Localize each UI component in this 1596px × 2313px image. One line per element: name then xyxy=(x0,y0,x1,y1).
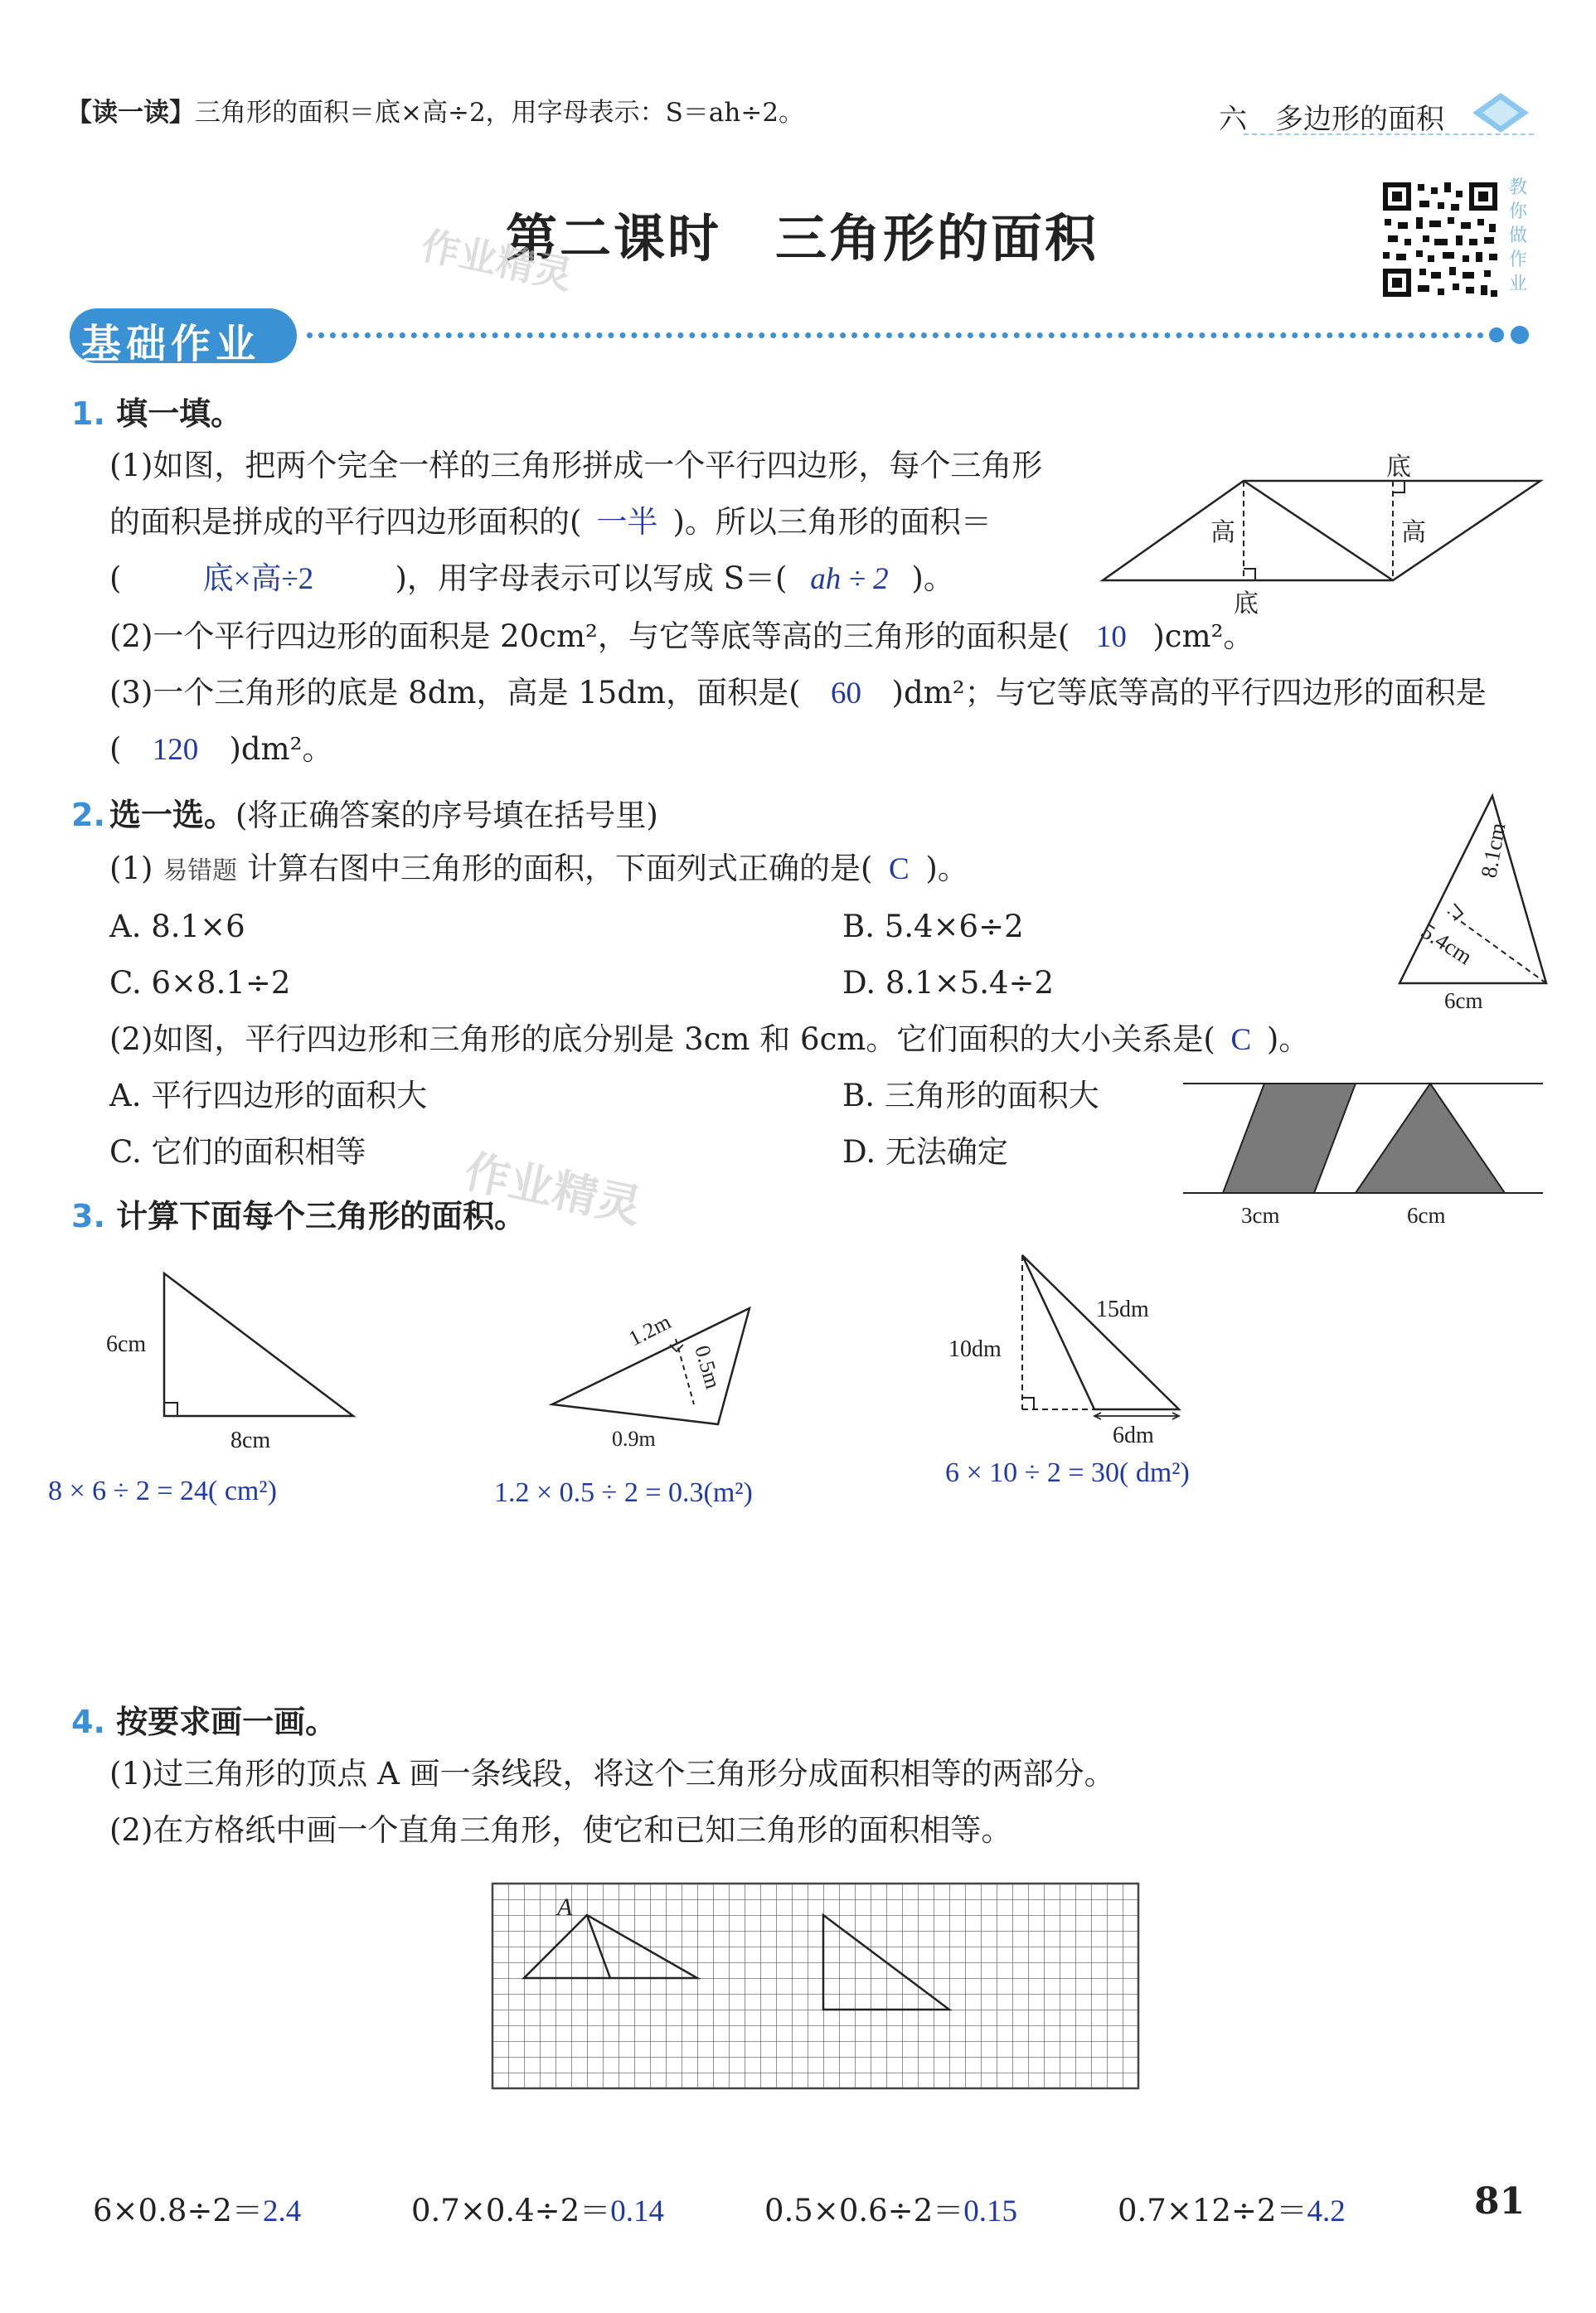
q1-p1-text-a: 的面积是拼成的平行四边形面积的( xyxy=(109,504,582,540)
qr-code[interactable] xyxy=(1380,179,1501,300)
q3-heading xyxy=(71,1190,526,1236)
parallelogram-figure xyxy=(1086,448,1550,622)
watermark-top: 作业精灵 xyxy=(417,222,576,298)
q2-s1-answer[interactable]: C xyxy=(889,852,910,886)
q2-s2-option-d[interactable]: D. 无法确定 xyxy=(842,1134,1008,1170)
q4-p2: (2)在方格纸中画一个直角三角形，使它和已知三角形的面积相等。 xyxy=(109,1812,1012,1848)
q2-s1-option-a[interactable]: A. 8.1×6 xyxy=(109,909,245,944)
t3-base: 6dm xyxy=(1113,1423,1154,1448)
tip-label: 【读一读】 xyxy=(66,98,195,128)
q2-number: 2. xyxy=(71,797,105,833)
section-rule-dot xyxy=(1489,327,1504,342)
q2-heading xyxy=(71,789,658,835)
fig-base-bottom: 底 xyxy=(1234,590,1259,618)
chapter-label: 六 多边形的面积 xyxy=(1219,103,1444,136)
q4-heading xyxy=(71,1696,337,1742)
footer-item-4 xyxy=(1118,2185,1346,2230)
fig-height-5-4: 5.4cm xyxy=(1416,918,1477,970)
q1-p2-text-b: )cm²。 xyxy=(1152,618,1254,654)
q1-p2-text-a: (2)一个平行四边形的面积是 20cm²，与它等底等高的三角形的面积是( xyxy=(109,618,1070,654)
q1-title: 填一填。 xyxy=(116,395,243,432)
page-number: 81 xyxy=(1474,2180,1526,2223)
reading-tip xyxy=(66,98,804,128)
header-divider xyxy=(1244,133,1534,135)
footer-item-2 xyxy=(411,2185,664,2230)
q2-s1-end: )。 xyxy=(925,851,968,886)
q1-p1-text-b: )。所以三角形的面积＝ xyxy=(672,504,992,540)
q1-p3-text-d: )dm²。 xyxy=(229,731,333,767)
q1-answer-60[interactable]: 60 xyxy=(831,676,862,710)
t2-side: 1.2m xyxy=(624,1309,675,1351)
fig-triangle-base: 6cm xyxy=(1407,1203,1446,1228)
q1-p3-text-a: (3)一个三角形的底是 8dm，高是 15dm，面积是( xyxy=(109,675,801,710)
q1-p1-line2 xyxy=(109,504,992,541)
t1-base: 8cm xyxy=(230,1428,271,1453)
q2-s2 xyxy=(109,1021,1309,1059)
q2-s2-option-c[interactable]: C. 它们的面积相等 xyxy=(109,1134,366,1170)
diamond-icon xyxy=(1467,90,1534,136)
t1-answer[interactable]: 8 × 6 ÷ 2 = 24( cm²) xyxy=(48,1476,277,1506)
q2-shapes-figure xyxy=(1181,1074,1546,1231)
footer-expr-4: 0.7×12÷2＝ xyxy=(1118,2193,1307,2228)
q1-p3-line2 xyxy=(109,731,332,769)
section-rule-end xyxy=(1511,326,1529,344)
t2-base: 0.9m xyxy=(612,1427,656,1451)
footer-expr-2: 0.7×0.4÷2＝ xyxy=(411,2193,611,2228)
fig-parallelogram-base: 3cm xyxy=(1241,1203,1280,1228)
t2-answer[interactable]: 1.2 × 0.5 ÷ 2 = 0.3(m²) xyxy=(494,1477,753,1508)
q2-s2-option-a[interactable]: A. 平行四边形的面积大 xyxy=(109,1078,428,1113)
grid-paper[interactable] xyxy=(491,1882,1146,2097)
q1-answer-letters[interactable]: ah ÷ 2 xyxy=(810,562,889,596)
vertex-a-label: A xyxy=(557,1894,573,1921)
t3-height: 10dm xyxy=(948,1336,1002,1362)
fig-height-right: 高 xyxy=(1401,519,1426,546)
q3-title: 计算下面每个三角形的面积。 xyxy=(116,1198,526,1234)
section-rule xyxy=(307,332,1484,338)
footer-ans-3[interactable]: 0.15 xyxy=(963,2194,1017,2228)
q1-answer-120[interactable]: 120 xyxy=(152,733,199,767)
q4-p1: (1)过三角形的顶点 A 画一条线段，将这个三角形分成面积相等的两部分。 xyxy=(109,1756,1115,1792)
q2-s1-option-c[interactable]: C. 6×8.1÷2 xyxy=(109,965,291,1001)
q2-s2-option-b[interactable]: B. 三角形的面积大 xyxy=(842,1078,1099,1113)
footer-item-1 xyxy=(93,2185,301,2230)
q2-s1-prefix: (1) xyxy=(109,851,153,886)
q1-answer-half[interactable]: 一半 xyxy=(596,506,658,540)
q2-s1 xyxy=(109,851,968,888)
q3-number: 3. xyxy=(71,1198,105,1234)
lesson-title: 第二课时 三角形的面积 xyxy=(506,208,1099,269)
t3-hyp: 15dm xyxy=(1096,1297,1149,1322)
q2-s2-answer[interactable]: C xyxy=(1230,1023,1252,1057)
t3-answer[interactable]: 6 × 10 ÷ 2 = 30( dm²) xyxy=(945,1457,1190,1488)
fig-base-6: 6cm xyxy=(1444,988,1483,1013)
q1-p1-line1: (1)如图，把两个完全一样的三角形拼成一个平行四边形，每个三角形 xyxy=(109,448,1043,483)
q2-s1-text: 计算右图中三角形的面积，下面列式正确的是( xyxy=(246,851,873,886)
q1-p1-line3 xyxy=(109,560,954,598)
q1-p1-text-e: )。 xyxy=(911,560,954,596)
q2-note: (将正确答案的序号填在括号里) xyxy=(235,798,658,833)
q1-p3-text-b: )dm²；与它等底等高的平行四边形的面积是 xyxy=(891,675,1487,710)
q3-triangle-2 xyxy=(547,1293,771,1459)
q1-p2 xyxy=(109,618,1254,656)
q2-title: 选一选。 xyxy=(109,797,235,833)
q1-p1-text-c: ( xyxy=(109,560,122,596)
fig-height-left: 高 xyxy=(1210,519,1235,546)
watermark-mid: 作业精灵 xyxy=(459,1145,647,1234)
q2-s1-option-b[interactable]: B. 5.4×6÷2 xyxy=(842,909,1024,944)
footer-item-3 xyxy=(764,2185,1017,2230)
error-prone-tag: 易错题 xyxy=(163,856,238,885)
q2-triangle-figure xyxy=(1393,788,1559,1020)
section-title: 基础作业 xyxy=(81,321,261,367)
q3-triangle-1 xyxy=(99,1260,365,1459)
q1-p3 xyxy=(109,675,1487,712)
q1-answer-formula[interactable]: 底×高÷2 xyxy=(202,562,314,596)
fig-side-8-1: 8.1cm xyxy=(1476,821,1511,880)
q4-title: 按要求画一画。 xyxy=(116,1704,337,1740)
t2-height: 0.5m xyxy=(690,1342,725,1392)
footer-ans-4[interactable]: 4.2 xyxy=(1307,2194,1346,2228)
tip-text: 三角形的面积＝底×高÷2，用字母表示：S＝ah÷2。 xyxy=(195,98,805,128)
footer-expr-3: 0.5×0.6÷2＝ xyxy=(764,2193,964,2228)
footer-ans-1[interactable]: 2.4 xyxy=(262,2194,302,2228)
q2-s2-end: )。 xyxy=(1266,1021,1310,1057)
q2-s1-option-d[interactable]: D. 8.1×5.4÷2 xyxy=(842,965,1055,1001)
q1-p1-text-d: )，用字母表示可以写成 S＝( xyxy=(395,560,788,596)
q2-s2-text: (2)如图，平行四边形和三角形的底分别是 3cm 和 6cm。它们面积的大小关系是( xyxy=(109,1021,1215,1057)
q1-number: 1. xyxy=(71,395,105,432)
qr-caption: 教你做作业 xyxy=(1509,177,1528,294)
q1-p3-text-c: ( xyxy=(109,731,122,767)
t1-height: 6cm xyxy=(106,1331,147,1357)
q1-heading xyxy=(71,388,242,434)
fig-base-top: 底 xyxy=(1386,453,1411,481)
q3-triangle-3 xyxy=(945,1244,1219,1459)
footer-ans-2[interactable]: 0.14 xyxy=(610,2194,664,2228)
footer-expr-1: 6×0.8÷2＝ xyxy=(93,2193,263,2228)
q1-answer-10[interactable]: 10 xyxy=(1095,620,1127,654)
q4-number: 4. xyxy=(71,1704,105,1740)
